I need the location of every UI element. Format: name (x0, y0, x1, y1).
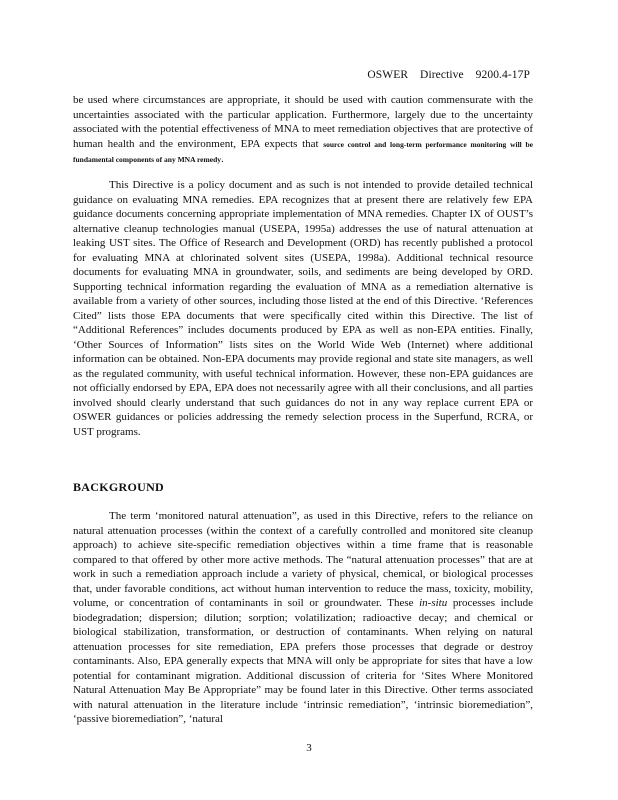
paragraph-background (73, 509, 533, 727)
paragraph-continuation (73, 93, 533, 168)
emphasized-small-text: source control and long-term performance monitoring will be fundamental components of any MNA remedy (73, 139, 533, 164)
section-heading: BACKGROUND (73, 480, 165, 494)
paragraph-end: . (221, 153, 224, 165)
page-number: 3 (306, 742, 312, 754)
document-header: OSWER Directive 9200.4-17P (367, 69, 530, 81)
paragraph-policy (73, 178, 533, 439)
paragraph-text: The term ‘monitored natural attenuation”, as used in this Directive, refers to the reliance on natural attenuation processes (within the context of a carefully controlled and monitored site cleanup approach) to achieve site-specific remediation objectives within a time frame that is reasonable compared to that offered by other more active methods. The “natural attenuation processes” that are at work in such a remediation approach include a variety of physical, chemical, or biological processes that, under favorable conditions, act without human intervention to reduce the mass, toxicity, mobility, volume, or concentration of contaminants in soil or groundwater. These (73, 510, 533, 609)
italic-term: in-situ (419, 597, 448, 609)
paragraph-text-continued: processes include biodegradation; dispersion; dilution; sorption; volatilization; radioactive decay; and chemical or biological stabilization, transformation, or destruction of contaminants. When relying on natural attenuation processes for site remediation, EPA prefers those processes that degrade or destroy contaminants. Also, EPA generally expects that MNA will only be appropriate for sites that have a low potential for contaminant migration. Additional discussion of criteria for ‘Sites Where Monitored Natural Attenuation May Be Appropriate” may be found later in this Directive. Other terms associated with natural attenuation in the literature include ‘intrinsic remediation”, ‘intrinsic bioremediation”, ‘passive bioremediation”, ‘natural (73, 597, 534, 725)
paragraph-text: be used where circumstances are appropriate, it should be used with caution commensurate with the uncertainties associated with the particular application. Furthermore, largely due to the uncertainty associated with the potential effectiveness of MNA to meet remediation objectives that are protective of human health and the environment, EPA expects that (73, 94, 533, 150)
paragraph-text: This Directive is a policy document and as such is not intended to provide detailed technical guidance on evaluating MNA remedies. EPA recognizes that at present there are relatively few EPA guidance documents concerning appropriate implementation of MNA remedies. Chapter IX of OUST’s alternative cleanup technologies manual (USEPA, 1995a) addresses the use of natural attenuation at leaking UST sites. The Office of Research and Development (ORD) has recently published a protocol for evaluating MNA at chlorinated solvent sites (USEPA, 1998a). Additional technical resource documents for evaluating MNA in groundwater, soils, and sediments are being developed by ORD. Supporting technical information regarding the evaluation of MNA as a remediation alternative is available from a variety of other sources, including those listed at the end of this Directive. ‘References Cited” lists those EPA documents that were specifically cited within this Directive. The list of “Additional References” includes documents produced by EPA as well as non-EPA entities. Finally, ‘Other Sources of Information” lists sites on the World Wide Web (Internet) where additional information can be obtained. Non-EPA documents may provide regional and state site managers, as well as the regulated community, with useful technical information. However, these non-EPA guidances are not officially endorsed by EPA, EPA does not necessarily agree with all their conclusions, and all parties involved should clearly understand that such guidances do not in any way replace current EPA or OSWER guidances or policies addressing the remedy selection process in the Superfund, RCRA, or UST programs. (73, 179, 533, 438)
